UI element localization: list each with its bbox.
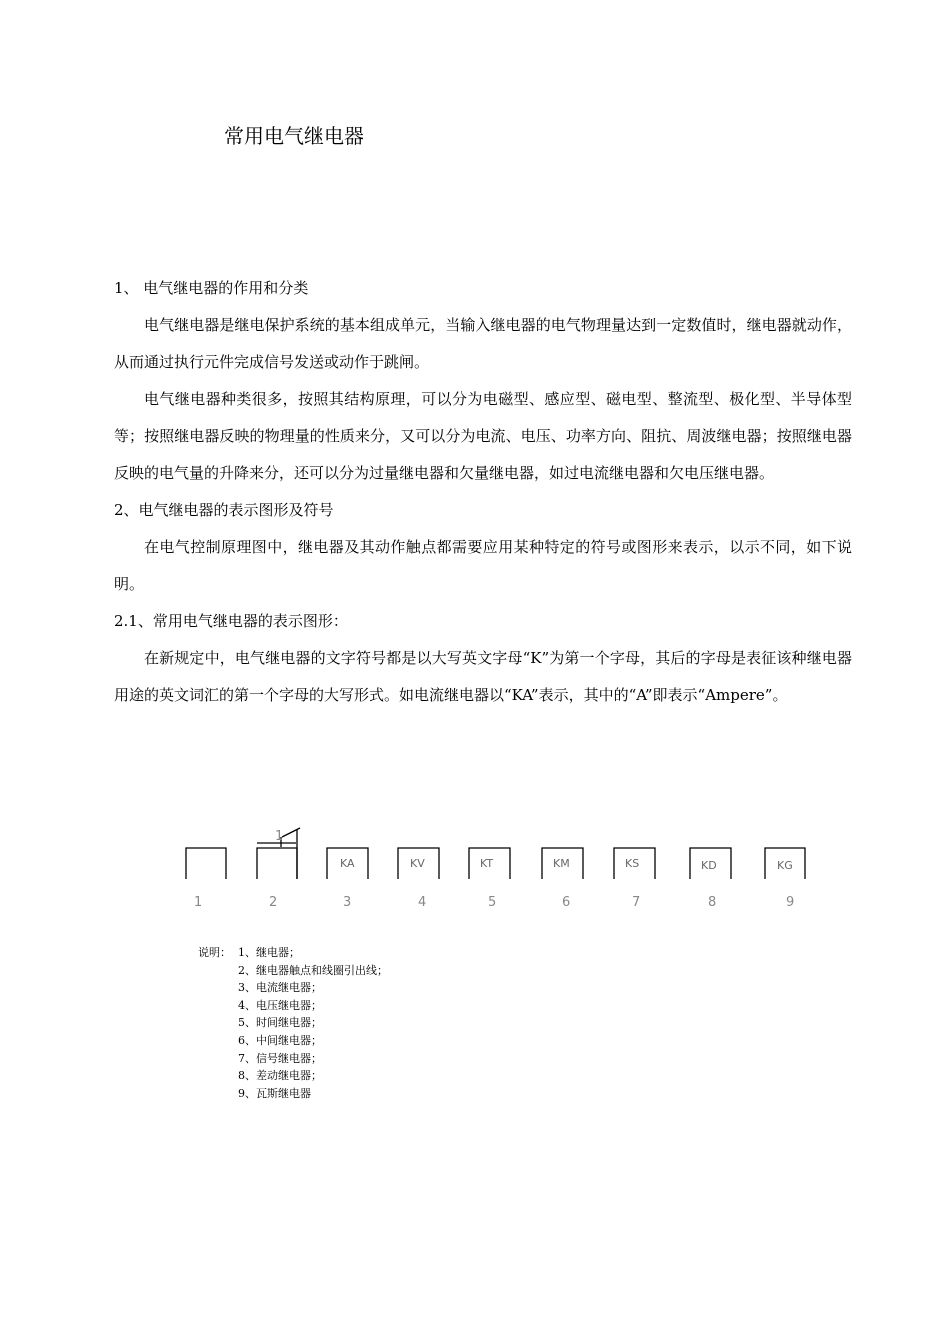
relay-number-1: 1 [194, 895, 203, 910]
legend-row [198, 1014, 388, 1032]
legend-lead: 说明： [198, 946, 231, 959]
relay-number-3: 3 [343, 895, 352, 910]
paragraph-function: 电气继电器是继电保护系统的基本组成单元，当输入继电器的电气物理量达到一定数值时，继电器就动作，从而通过执行元件完成信号发送或动作于跳闸。 [114, 316, 852, 371]
relay-number-7: 7 [632, 895, 641, 910]
paragraph-symbols: 在电气控制原理图中，继电器及其动作触点都需要应用某种特定的符号或图形来表示，以示不同，如下说明。 [114, 538, 852, 593]
contact-lead-mark: 1 [275, 829, 284, 844]
section-heading-1: 1、 电气继电器的作用和分类 [114, 279, 309, 297]
relay-number-5: 5 [488, 895, 497, 910]
relay-number-2: 2 [269, 895, 278, 910]
relay-number-6: 6 [562, 895, 571, 910]
legend-row [198, 1050, 388, 1068]
relay-number-8: 8 [708, 895, 717, 910]
legend-row [198, 1067, 388, 1085]
section-heading-2-1: 2.1、常用电气继电器的表示图形： [114, 612, 348, 630]
relay-label-5: KT [480, 857, 494, 870]
legend-item-7: 7、信号继电器； [238, 1051, 322, 1065]
legend-row [198, 1085, 388, 1103]
relay-number-4: 4 [418, 895, 427, 910]
legend-row [198, 962, 388, 980]
relay-number-9: 9 [786, 895, 795, 910]
body-text [114, 270, 852, 714]
legend-item-5: 5、时间继电器； [238, 1016, 322, 1030]
section-heading-2: 2、电气继电器的表示图形及符号 [114, 501, 334, 519]
relay-label-4: KV [410, 857, 425, 870]
legend-row [198, 979, 388, 997]
relay-symbol-1 [186, 848, 226, 879]
legend-row [198, 944, 388, 962]
relay-label-6: KM [553, 857, 570, 870]
legend-row [198, 997, 388, 1015]
paragraph-classification: 电气继电器种类很多，按照其结构原理，可以分为电磁型、感应型、磁电型、整流型、极化型、半导体型等；按照继电器反映的物理量的性质来分，又可以分为电流、电压、功率方向、阻抗、周波继电器；按照继电器反映的电气量的升降来分，还可以分为过量继电器和欠量继电器，如过电流继电器和欠电压继电器。 [114, 390, 852, 482]
page-title: 常用电气继电器 [224, 124, 364, 148]
legend-item-8: 8、差动继电器； [238, 1069, 322, 1083]
relay-label-8: KD [701, 859, 717, 872]
relay-label-7: KS [625, 857, 640, 870]
legend-item-3: 3、电流继电器； [238, 981, 322, 995]
relay-symbol-figure [180, 822, 820, 922]
legend-item-9: 9、瓦斯继电器 [238, 1086, 311, 1100]
legend-item-1: 1、继电器； [238, 946, 300, 959]
figure-legend [198, 944, 388, 1102]
legend-item-2: 2、继电器触点和线圈引出线； [238, 963, 388, 977]
legend-item-4: 4、电压继电器； [238, 998, 322, 1012]
legend-row [198, 1032, 388, 1050]
relay-label-3: KA [340, 857, 355, 870]
relay-symbols-svg [180, 822, 820, 922]
legend-item-6: 6、中间继电器； [238, 1033, 322, 1047]
relay-label-9: KG [777, 859, 793, 872]
paragraph-naming: 在新规定中，电气继电器的文字符号都是以大写英文字母“K”为第一个字母，其后的字母是表征该种继电器用途的英文词汇的第一个字母的大写形式。如电流继电器以“KA”表示，其中的“A”即表示“Ampere”。 [114, 649, 852, 704]
